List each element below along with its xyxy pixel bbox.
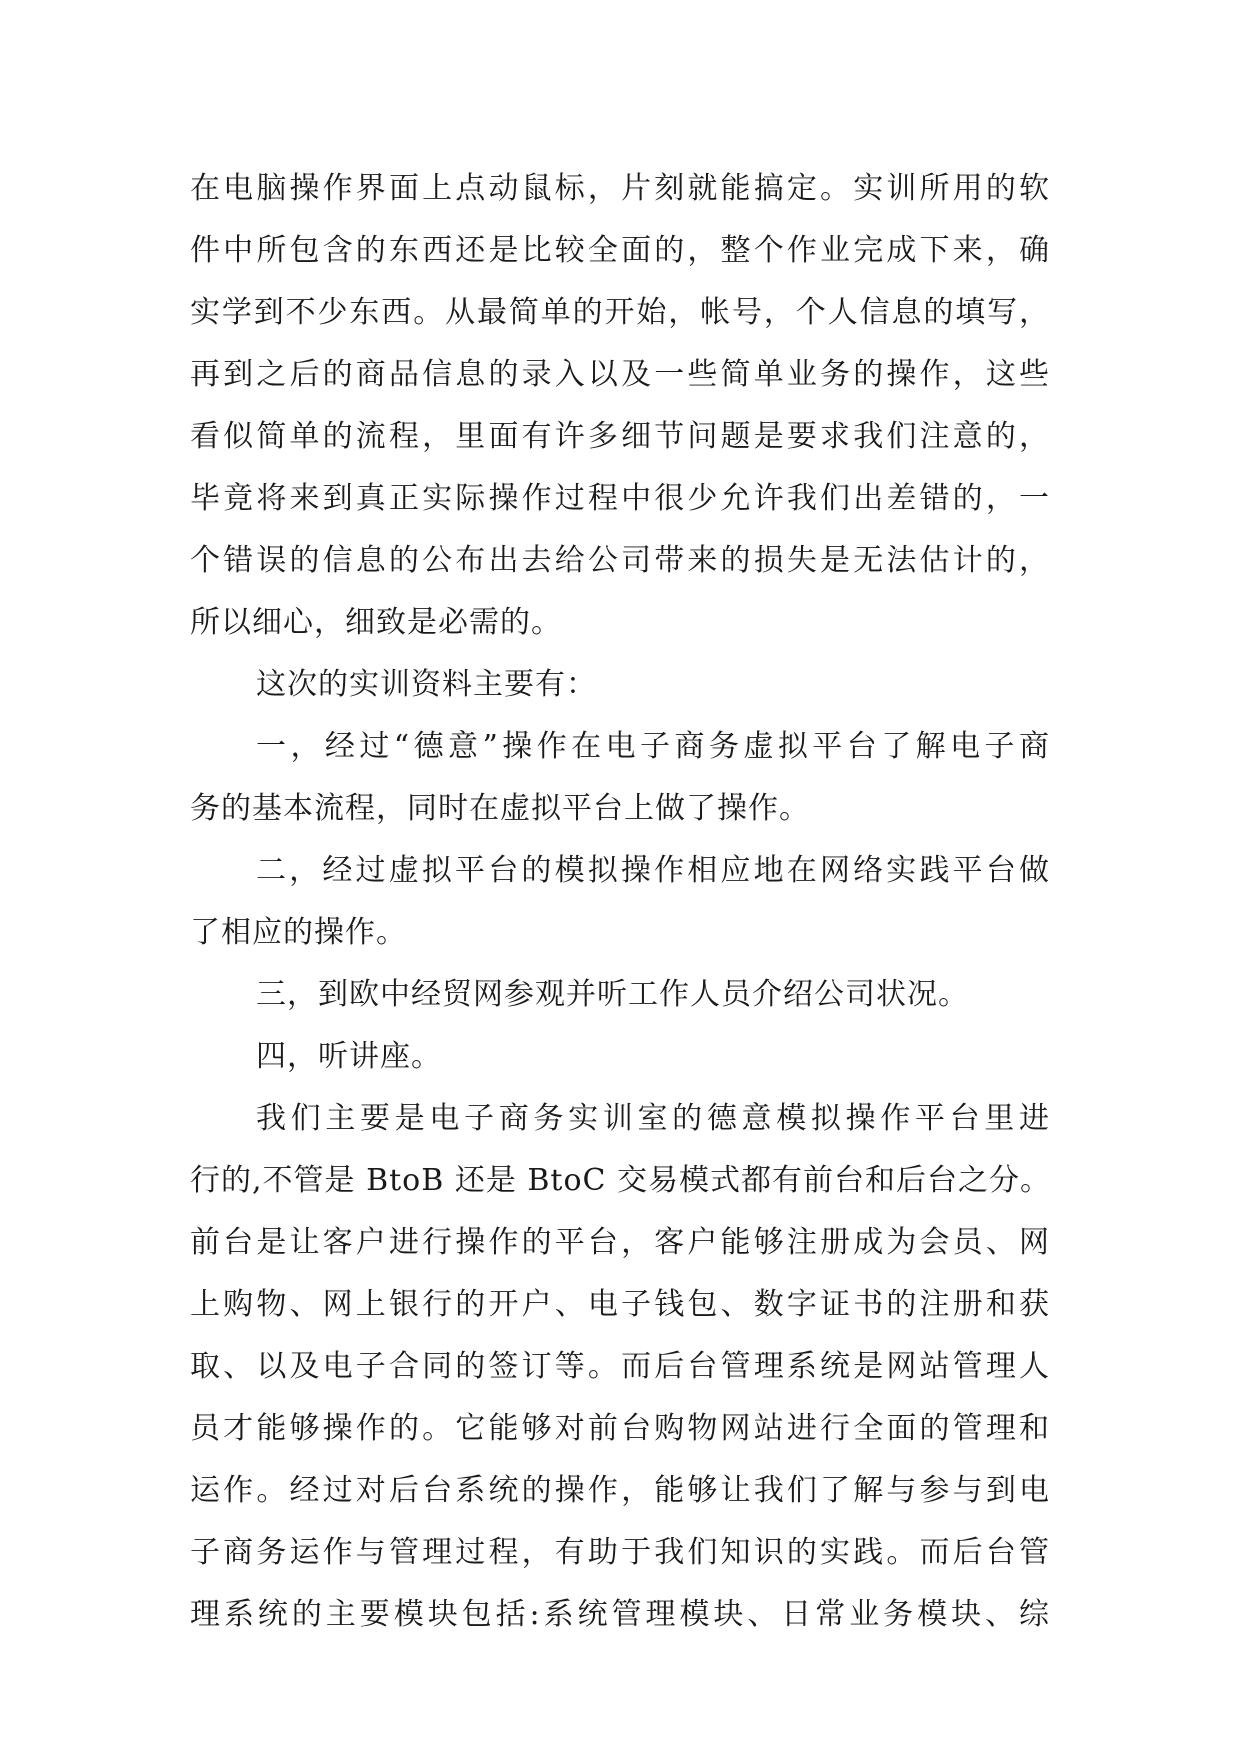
text-line: 再到之后的商品信息的录入以及一些简单业务的操作，这些 xyxy=(190,357,1050,392)
text-line: 员才能够操作的。它能够对前台购物网站进行全面的管理和 xyxy=(190,1411,1050,1446)
text-line: 运作。经过对后台系统的操作，能够让我们了解与参与到电 xyxy=(190,1473,1050,1508)
text-line: 二，经过虚拟平台的模拟操作相应地在网络实践平台做 xyxy=(256,853,1050,888)
text-line: 这次的实训资料主要有： xyxy=(256,667,597,702)
text-line: 在电脑操作界面上点动鼠标，片刻就能搞定。实训所用的软 xyxy=(190,171,1050,206)
text-line: 上购物、网上银行的开户、电子钱包、数字证书的注册和获 xyxy=(190,1287,1050,1322)
text-line: 子商务运作与管理过程，有助于我们知识的实践。而后台管 xyxy=(190,1535,1050,1570)
text-line: 件中所包含的东西还是比较全面的，整个作业完成下来，确 xyxy=(190,233,1050,268)
text-line: 实学到不少东西。从最简单的开始，帐号，个人信息的填写， xyxy=(190,295,1050,330)
text-line: 三，到欧中经贸网参观并听工作人员介绍公司状况。 xyxy=(256,977,969,1012)
text-line: 理系统的主要模块包括:系统管理模块、日常业务模块、综 xyxy=(190,1597,1050,1632)
text-line: 毕竟将来到真正实际操作过程中很少允许我们出差错的，一 xyxy=(190,481,1050,516)
text-line: 我们主要是电子商务实训室的德意模拟操作平台里进 xyxy=(256,1101,1050,1136)
document-body xyxy=(190,158,1050,1646)
text-line: 行的,不管是 BtoB 还是 BtoC 交易模式都有前台和后台之分。 xyxy=(190,1163,1052,1198)
text-line: 前台是让客户进行操作的平台，客户能够注册成为会员、网 xyxy=(190,1225,1050,1260)
text-line: 一，经过“德意”操作在电子商务虚拟平台了解电子商 xyxy=(256,729,1050,764)
text-line: 了相应的操作。 xyxy=(190,915,407,950)
text-line: 所以细心，细致是必需的。 xyxy=(190,605,562,640)
text-line: 看似简单的流程，里面有许多细节问题是要求我们注意的， xyxy=(190,419,1050,454)
text-line: 务的基本流程，同时在虚拟平台上做了操作。 xyxy=(190,791,810,826)
text-line: 四，听讲座。 xyxy=(256,1039,442,1074)
text-line: 个错误的信息的公布出去给公司带来的损失是无法估计的， xyxy=(190,543,1050,578)
text-line: 取、以及电子合同的签订等。而后台管理系统是网站管理人 xyxy=(190,1349,1050,1384)
